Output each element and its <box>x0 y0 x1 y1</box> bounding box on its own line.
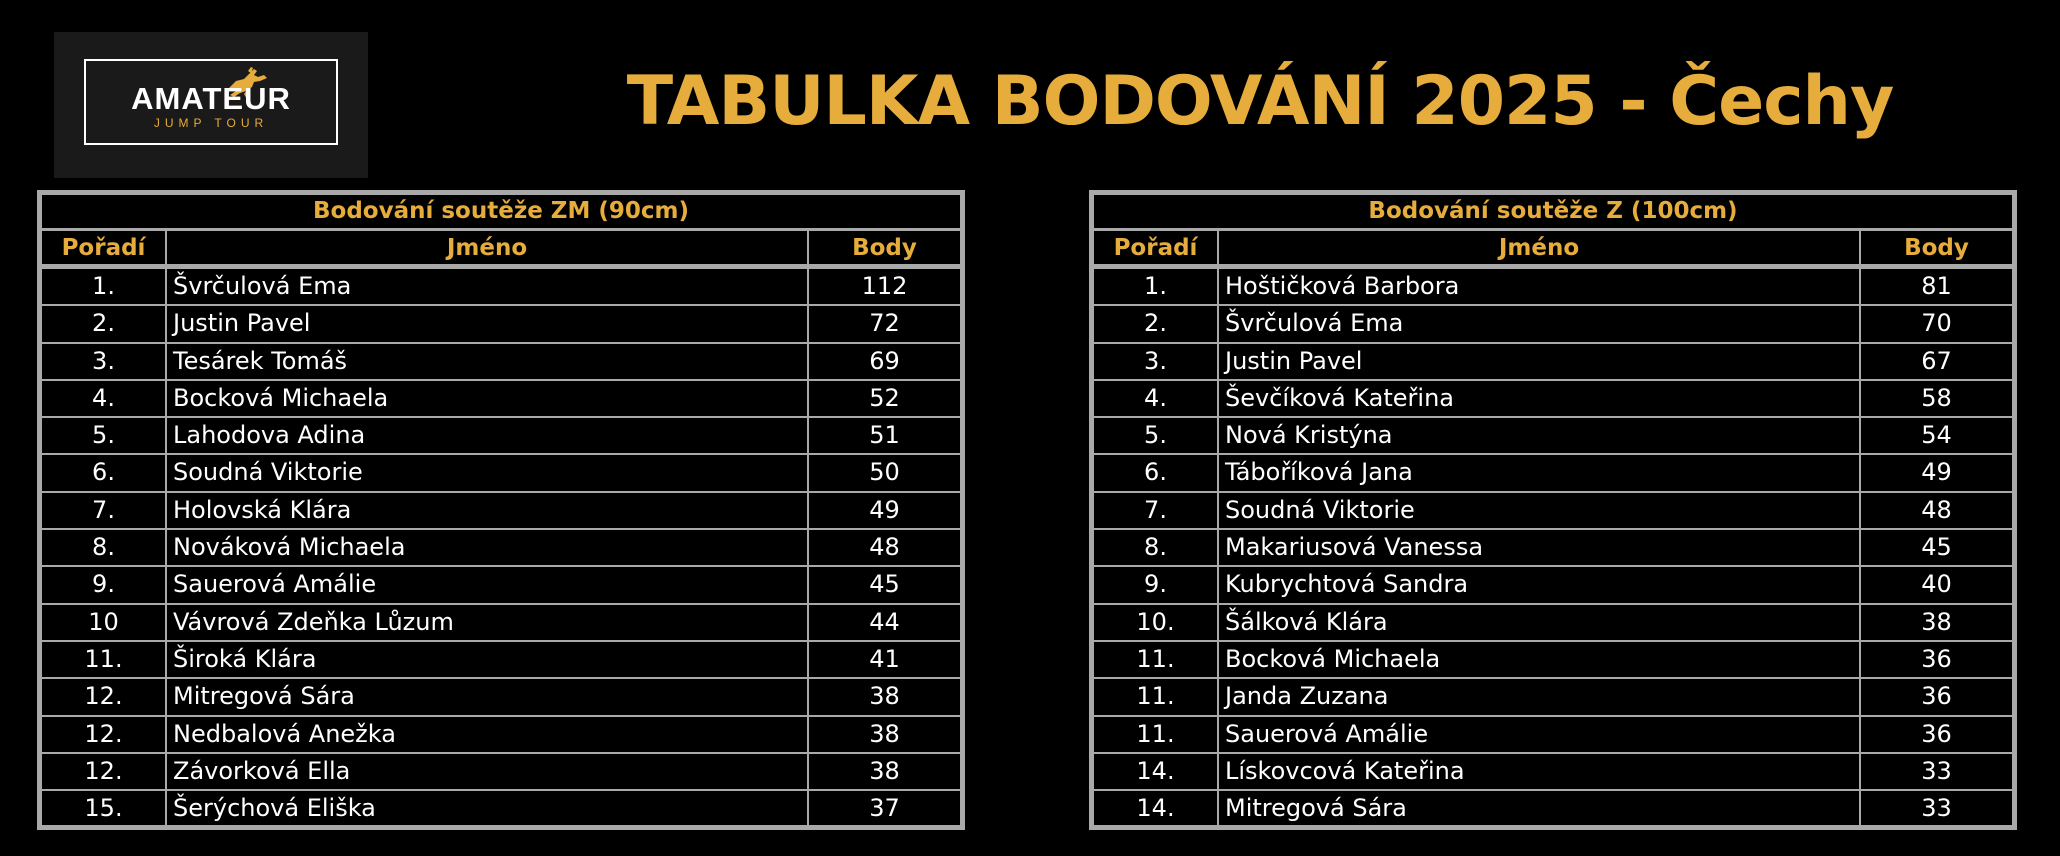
name-cell: Lahodova Adina <box>167 418 809 453</box>
table-row <box>1094 269 2012 306</box>
table-title: Bodování soutěže Z (100cm) <box>1094 195 2012 231</box>
name-cell: Soudná Viktorie <box>1219 493 1861 528</box>
name-cell: Ševčíková Kateřina <box>1219 381 1861 416</box>
points-cell: 58 <box>1921 383 1952 412</box>
table-row <box>42 493 960 530</box>
table-row <box>1094 306 2012 343</box>
table-row <box>1094 754 2012 791</box>
table-body <box>42 269 960 828</box>
rank-cell: 9. <box>42 567 167 602</box>
rank-cell: 6. <box>1094 455 1219 490</box>
logo-main-text: AMATEUR <box>131 81 291 116</box>
rank-cell: 8. <box>42 530 167 565</box>
table-row <box>1094 679 2012 716</box>
name-cell: Bocková Michaela <box>167 381 809 416</box>
header-rank: Pořadí <box>42 231 167 264</box>
table-row <box>42 306 960 343</box>
name-cell: Bocková Michaela <box>1219 642 1861 677</box>
rank-cell: 5. <box>1094 418 1219 453</box>
table-row <box>42 567 960 604</box>
table-z <box>1089 190 2017 830</box>
table-row <box>1094 642 2012 679</box>
header-rank: Pořadí <box>1094 231 1219 264</box>
points-cell: 81 <box>1921 272 1952 300</box>
rank-cell: 11. <box>1094 642 1219 677</box>
rank-cell: 2. <box>1094 306 1219 341</box>
rank-cell: 7. <box>1094 493 1219 528</box>
points-cell: 52 <box>869 383 900 412</box>
table-row <box>42 605 960 642</box>
rank-cell: 8. <box>1094 530 1219 565</box>
table-row <box>1094 530 2012 567</box>
rank-cell: 12. <box>42 754 167 789</box>
points-cell: 36 <box>1921 682 1952 711</box>
name-cell: Holovská Klára <box>167 493 809 528</box>
points-cell: 49 <box>869 495 900 524</box>
name-cell: Tesárek Tomáš <box>167 344 809 379</box>
table-row <box>1094 605 2012 642</box>
table-row <box>42 344 960 381</box>
name-cell: Šálková Klára <box>1219 605 1861 640</box>
points-cell: 38 <box>869 756 900 785</box>
name-cell: Hoštičková Barbora <box>1219 269 1861 304</box>
header-name: Jméno <box>167 231 809 264</box>
rank-cell: 12. <box>42 717 167 752</box>
table-row <box>42 717 960 754</box>
points-cell: 38 <box>869 719 900 748</box>
table-header <box>42 231 960 269</box>
rank-cell: 10. <box>1094 605 1219 640</box>
table-row <box>42 418 960 455</box>
name-cell: Soudná Viktorie <box>167 455 809 490</box>
table-row <box>42 269 960 306</box>
points-cell: 45 <box>869 570 900 599</box>
table-header <box>1094 231 2012 269</box>
rank-cell: 4. <box>1094 381 1219 416</box>
table-row <box>1094 493 2012 530</box>
points-cell: 51 <box>869 421 900 450</box>
name-cell: Kubrychtová Sandra <box>1219 567 1861 602</box>
name-cell: Švrčulová Ema <box>1219 306 1861 341</box>
points-cell: 41 <box>869 644 900 673</box>
points-cell: 50 <box>869 458 900 487</box>
name-cell: Sauerová Amálie <box>167 567 809 602</box>
name-cell: Závorková Ella <box>167 754 809 789</box>
table-row <box>42 791 960 828</box>
table-row <box>42 530 960 567</box>
name-cell: Janda Zuzana <box>1219 679 1861 714</box>
name-cell: Nováková Michaela <box>167 530 809 565</box>
table-row <box>1094 381 2012 418</box>
page-title: TABULKA BODOVÁNÍ 2025 - Čechy <box>626 62 1894 141</box>
rank-cell: 11. <box>42 642 167 677</box>
header-points: Body <box>852 235 917 261</box>
rank-cell: 15. <box>42 791 167 828</box>
logo-sub-text: JUMP TOUR <box>153 116 269 130</box>
points-cell: 40 <box>1921 570 1952 599</box>
name-cell: Nedbalová Anežka <box>167 717 809 752</box>
points-cell: 45 <box>1921 533 1952 562</box>
name-cell: Mitregová Sára <box>1219 791 1861 828</box>
table-zm <box>37 190 965 830</box>
rank-cell: 5. <box>42 418 167 453</box>
rank-cell: 11. <box>1094 679 1219 714</box>
points-cell: 33 <box>1921 794 1952 823</box>
table-body <box>1094 269 2012 828</box>
name-cell: Táboříková Jana <box>1219 455 1861 490</box>
table-row <box>1094 418 2012 455</box>
table-row <box>42 679 960 716</box>
points-cell: 72 <box>869 309 900 338</box>
rank-cell: 12. <box>42 679 167 714</box>
name-cell: Vávrová Zdeňka Lůzum <box>167 605 809 640</box>
points-cell: 67 <box>1921 346 1952 375</box>
table-row <box>42 754 960 791</box>
table-title: Bodování soutěže ZM (90cm) <box>42 195 960 231</box>
table-row <box>42 642 960 679</box>
name-cell: Šerýchová Eliška <box>167 791 809 828</box>
header-points: Body <box>1904 235 1969 261</box>
table-row <box>1094 567 2012 604</box>
rank-cell: 7. <box>42 493 167 528</box>
points-cell: 36 <box>1921 644 1952 673</box>
table-row <box>1094 455 2012 492</box>
name-cell: Mitregová Sára <box>167 679 809 714</box>
rank-cell: 14. <box>1094 791 1219 828</box>
points-cell: 38 <box>869 682 900 711</box>
rank-cell: 1. <box>1094 269 1219 304</box>
rank-cell: 2. <box>42 306 167 341</box>
rank-cell: 6. <box>42 455 167 490</box>
points-cell: 54 <box>1921 421 1952 450</box>
points-cell: 37 <box>869 794 900 823</box>
rank-cell: 4. <box>42 381 167 416</box>
rank-cell: 11. <box>1094 717 1219 752</box>
rank-cell: 3. <box>1094 344 1219 379</box>
points-cell: 48 <box>1921 495 1952 524</box>
name-cell: Švrčulová Ema <box>167 269 809 304</box>
table-row <box>1094 344 2012 381</box>
points-cell: 33 <box>1921 756 1952 785</box>
rank-cell: 9. <box>1094 567 1219 602</box>
points-cell: 48 <box>869 533 900 562</box>
name-cell: Široká Klára <box>167 642 809 677</box>
rank-cell: 1. <box>42 269 167 304</box>
table-row <box>1094 717 2012 754</box>
points-cell: 49 <box>1921 458 1952 487</box>
header-name: Jméno <box>1219 231 1861 264</box>
logo <box>54 32 368 178</box>
points-cell: 70 <box>1921 309 1952 338</box>
name-cell: Justin Pavel <box>167 306 809 341</box>
rank-cell: 3. <box>42 344 167 379</box>
name-cell: Sauerová Amálie <box>1219 717 1861 752</box>
points-cell: 112 <box>861 272 908 300</box>
table-row <box>42 455 960 492</box>
logo-frame <box>84 59 338 145</box>
points-cell: 44 <box>869 607 900 636</box>
rank-cell: 10 <box>42 605 167 640</box>
points-cell: 36 <box>1921 719 1952 748</box>
points-cell: 69 <box>869 346 900 375</box>
rank-cell: 14. <box>1094 754 1219 789</box>
name-cell: Justin Pavel <box>1219 344 1861 379</box>
points-cell: 38 <box>1921 607 1952 636</box>
table-row <box>1094 791 2012 828</box>
name-cell: Lískovcová Kateřina <box>1219 754 1861 789</box>
name-cell: Makariusová Vanessa <box>1219 530 1861 565</box>
table-row <box>42 381 960 418</box>
name-cell: Nová Kristýna <box>1219 418 1861 453</box>
